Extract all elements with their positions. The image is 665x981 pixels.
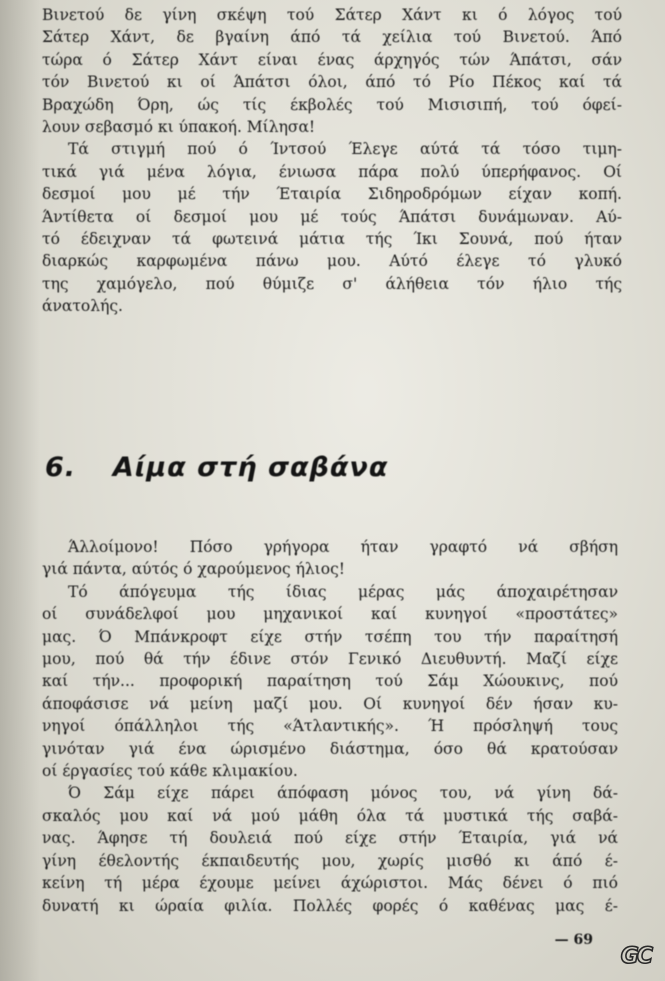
text-line: τικά γιά μένα λόγια, ένιωσα πάρα πολύ ύπερήφανος. Οί <box>42 162 622 181</box>
text-line: δεσμοί μου μέ τήν Έταιρία Σιδηροδρόμων είχαν κοπή. <box>42 185 622 204</box>
text-line: Τό άπόγευμα τής ίδιας μέρας μάς άποχαιρέτησαν <box>68 582 618 601</box>
text-line: Βινετού δε γίνη σκέψη τού Σάτερ Χάντ κι ό λόγος τού <box>42 6 622 24</box>
chapter-heading <box>45 452 388 483</box>
text-block-bottom <box>42 536 618 917</box>
chapter-title: Αίμα στή σαβάνα <box>112 452 389 483</box>
text-line: νας. Άφησε τή δουλειά πού είχε στήν Έταιρία, γιά νά <box>42 829 618 848</box>
text-line: κείνη τή μέρα έχουμε μείνει άχώριστοι. Μάς δένει ό πιό <box>42 874 618 893</box>
text-line: οί συνάδελφοί μου μηχανικοί καί κυνηγοί «προστάτες» <box>42 605 618 624</box>
page-edge-shadow <box>0 0 40 981</box>
text-line: άνατολής. <box>42 297 123 316</box>
text-line: Τά στιγμή πού ό Ίντσού Έλεγε αύτά τά τόσο τιμη- <box>68 140 622 159</box>
text-line: καί τήν... προφορική παραίτηση τού Σάμ Χώουκινς, πού <box>42 672 618 691</box>
text-line: νηγοί όπάλληλοι τής «Άτλαντικής». Ή πρόσληψή τους <box>42 717 618 736</box>
watermark-logo: GC <box>620 944 651 969</box>
text-line: μας. Ό Μπάνκροφτ είχε στήν τσέπη του τήν παραίτησή <box>42 627 618 646</box>
text-line: Άντίθετα οί δεσμοί μου μέ τούς Άπάτσι δυνάμωναν. Αύ- <box>42 207 622 226</box>
text-block-top <box>42 4 622 318</box>
text-line: τόν Βινετού κι οί Άπάτσι όλοι, άπό τό Ρίο Πέκος καί τά <box>42 73 622 92</box>
text-line: Άλλοίμονο! Πόσο γρήγορα ήταν γραφτό νά σβήση <box>68 538 618 556</box>
text-line: της χαμόγελο, πού θύμιζε σ' άλήθεια τόν ήλιο τής <box>42 274 622 293</box>
text-line: σκαλός μου καί νά μού μάθη όλα τά μυστικά τής σαβά- <box>42 806 618 825</box>
text-line: Ό Σάμ είχε πάρει άπόφαση μόνος του, νά γίνη δά- <box>68 784 618 803</box>
page-number: — 69 <box>554 932 593 948</box>
text-line: δυνατή κι ώραία φιλία. Πολλές φορές ό καθένας μας έ- <box>42 896 618 915</box>
text-line: άποφάσισε νά μείνη μαζί μου. Οί κυνηγοί δέν ήσαν κυ- <box>42 694 618 713</box>
text-line: γινόταν γιά ένα ώρισμένο διάστημα, όσο θά κρατούσαν <box>42 739 618 758</box>
chapter-number: 6. <box>45 452 77 483</box>
text-line: τώρα ό Σάτερ Χάντ είναι ένας άρχηγός τών Άπάτσι, σάν <box>42 50 622 69</box>
text-line: μου, πού θά τήν έδινε στόν Γενικό Διευθυντή. Μαζί είχε <box>42 650 618 669</box>
text-line: γίνη έθελοντής έκπαιδευτής μου, χωρίς μισθό κι άπό έ- <box>42 851 618 870</box>
text-line: διαρκώς καρφωμένα πάνω μου. Αύτό έλεγε τό γλυκό <box>42 252 622 271</box>
text-line: Βραχώδη Όρη, ώς τίς έκβολές τού Μισισιπή, τού όφεί- <box>42 95 622 114</box>
text-line: τό έδειχναν τά φωτεινά μάτια τής Ίκι Σουνά, πού ήταν <box>42 230 622 249</box>
text-line: γιά πάντα, αύτός ό χαρούμενος ήλιος! <box>42 560 345 579</box>
text-line: οί έργασίες τού κάθε κλιμακίου. <box>42 762 298 781</box>
text-line: λουν σεβασμό κι ύπακοή. Μίλησα! <box>42 118 316 137</box>
text-line: Σάτερ Χάντ, δε βγαίνη άπό τά χείλια τού Βινετού. Άπό <box>42 28 622 47</box>
